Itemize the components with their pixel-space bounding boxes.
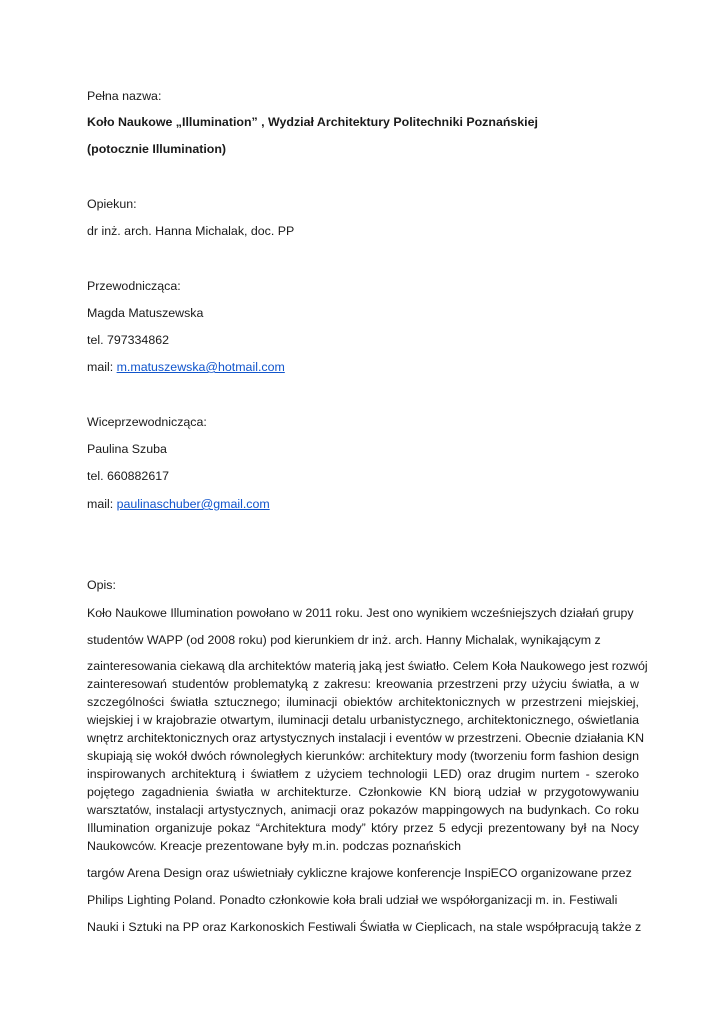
description-block-line: wnętrz architektonicznych oraz artystycznych instalacji i eventów w przestrzeni. Obecnie działania KN [87,731,645,745]
description-block-line: Naukowców. Kreacje prezentowane były m.in. podczas poznańskich [87,839,461,853]
description-block-line: zainteresowań studentów problematyką z zakresu: kreowania przestrzeni przy użyciu światła, a w [87,677,639,691]
description-label: Opis: [87,578,116,592]
supervisor-name: dr inż. arch. Hanna Michalak, doc. PP [87,224,295,238]
full-name-label: Pełna nazwa: [87,89,162,103]
chair-email-link[interactable]: m.matuszewska@hotmail.com [116,360,285,374]
description-block-line: zainteresowania ciekawą dla architektów materią jaką jest światło. Celem Koła Naukowego jest rozwój [87,659,648,673]
description-line-1: Koło Naukowe Illumination powołano w 2011 roku. Jest ono wynikiem wcześniejszych działań grupy [87,606,634,620]
description-block-line: warsztatów, instalacji artystycznych, animacji oraz pokazów mappingowych na budynkach. Co roku [87,803,639,817]
vice-chair-mail-prefix: mail: [87,497,117,511]
description-block-line: Illumination organizuje pokaz “Architektura mody” który przez 5 edycji prezentowany był na Nocy [87,821,639,835]
chair-label: Przewodnicząca: [87,279,181,293]
description-block [87,657,648,855]
description-line-5: Nauki i Sztuki na PP oraz Karkonoskich Festiwali Światła w Cieplicach, na stale współpracują także z [87,920,642,934]
full-name: Koło Naukowe „Illumination” , Wydział Architektury Politechniki Poznańskiej [87,115,538,129]
vice-chair-mail [87,497,270,512]
description-block-line: pojętego zagadnienia światła w architekturze. Członkowie KN biorą udział w przygotowywaniu [87,785,639,799]
vice-chair-label: Wiceprzewodnicząca: [87,415,207,429]
description-block-line: wiejskiej i w krajobrazie otwartym, iluminacji detalu urbanistycznego, architektonicznego, oświetlania [87,713,639,727]
supervisor-label: Opiekun: [87,197,137,211]
description-line-3: targów Arena Design oraz uświetniały cykliczne krajowe konferencje InspiECO organizowane przez [87,866,632,880]
description-block-line: szczególności światła sztucznego; iluminacji obiektów architektonicznych w przestrzeni miejskiej, [87,695,639,709]
chair-name: Magda Matuszewska [87,306,204,320]
vice-chair-email-link[interactable]: paulinaschuber@gmail.com [116,497,270,511]
chair-mail [87,360,285,375]
description-line-4: Philips Lighting Poland. Ponadto członkowie koła brali udział we współorganizacji m. in. Festiwali [87,893,618,907]
vice-chair-phone: tel. 660882617 [87,469,169,483]
chair-phone: tel. 797334862 [87,333,169,347]
short-name: (potocznie Illumination) [87,142,227,156]
chair-mail-prefix: mail: [87,360,117,374]
description-block-line: inspirowanych architekturą i światłem z użyciem technologii LED) oraz drugim nurtem - szeroko [87,767,639,781]
description-line-2: studentów WAPP (od 2008 roku) pod kierunkiem dr inż. arch. Hanny Michalak, wynikającym z [87,633,601,647]
vice-chair-name: Paulina Szuba [87,442,167,456]
description-block-line: skupiają się wokół dwóch równoległych kierunków: architektury mody (tworzeniu form fashion design [87,749,639,763]
